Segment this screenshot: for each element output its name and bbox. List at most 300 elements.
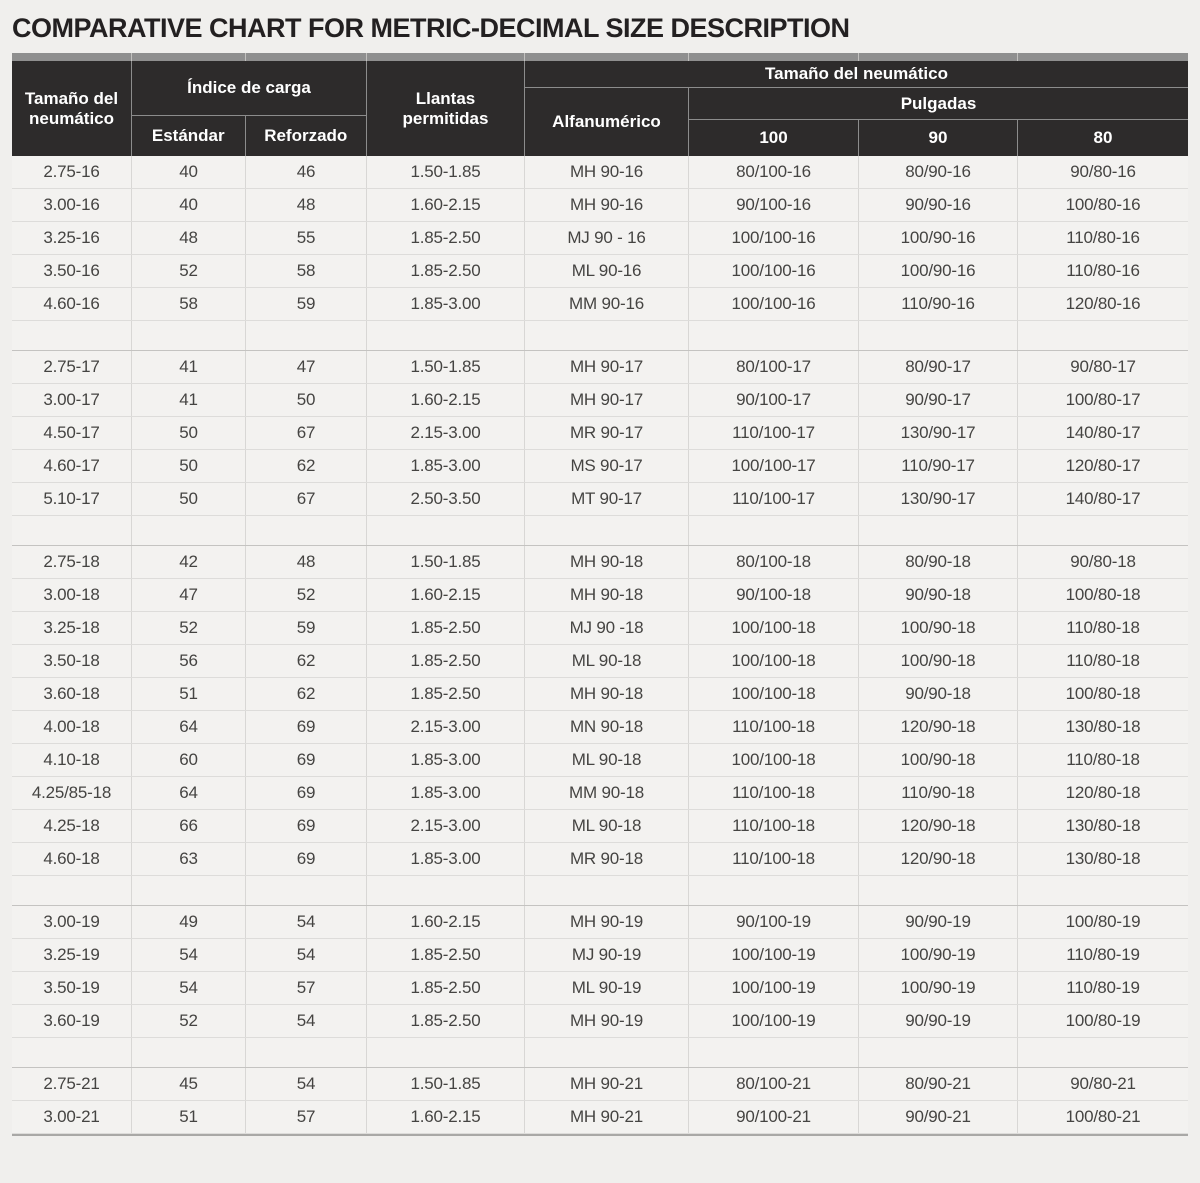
empty-cell (246, 516, 367, 545)
table-cell: 90/90-19 (859, 906, 1018, 938)
table-row (12, 939, 1188, 972)
table-cell: 120/80-18 (1065, 783, 1141, 803)
table-cell: 100/100-19 (689, 972, 859, 1004)
empty-cell (525, 321, 689, 350)
table-cell: 1.85-3.00 (367, 450, 525, 482)
empty-cell (689, 876, 859, 905)
table-cell: 58 (246, 255, 367, 287)
table-cell: MR 90-17 (525, 417, 689, 449)
table-cell: 48 (246, 546, 367, 578)
table-header (12, 61, 1188, 156)
table-cell: 80/90-18 (859, 546, 1018, 578)
header-load-index-subrow (132, 116, 366, 156)
table-cell: 100/80-16 (1065, 195, 1141, 215)
table-cell: 2.75-18 (12, 546, 132, 578)
table-cell: MH 90-21 (525, 1101, 689, 1133)
table-cell: 69 (246, 777, 367, 809)
header-inches: Pulgadas (689, 88, 1188, 120)
table-cell: 80/100-18 (689, 546, 859, 578)
table-cell: MH 90-18 (525, 678, 689, 710)
empty-cell (246, 321, 367, 350)
empty-cell (132, 516, 246, 545)
table-cell: 110/80-16 (1066, 261, 1140, 281)
table-cell: 80/100-17 (689, 351, 859, 383)
page-title: COMPARATIVE CHART FOR METRIC-DECIMAL SIZE DESCRIPTION (12, 13, 850, 43)
table-cell: MT 90-17 (525, 483, 689, 515)
table-cell: 4.60-16 (12, 288, 132, 320)
table-row (12, 678, 1188, 711)
empty-cell (367, 321, 525, 350)
table-cell: 40 (132, 189, 246, 221)
table-cell: 130/80-18 (1065, 816, 1141, 836)
table-cell: 67 (246, 417, 367, 449)
table-cell: 140/80-17 (1065, 423, 1141, 443)
table-accent-strip (12, 53, 1188, 61)
table-cell: 3.60-18 (12, 678, 132, 710)
table-cell: 1.85-3.00 (367, 288, 525, 320)
table-cell: 1.85-3.00 (367, 843, 525, 875)
table-cell: MN 90-18 (525, 711, 689, 743)
comparative-table (12, 53, 1188, 1136)
table-cell: 1.85-2.50 (367, 612, 525, 644)
table-cell: 3.50-19 (12, 972, 132, 1004)
table-cell: 130/80-18 (1065, 717, 1141, 737)
table-cell: 42 (132, 546, 246, 578)
empty-cell (525, 516, 689, 545)
table-cell: 46 (246, 156, 367, 188)
table-cell: 2.15-3.00 (367, 711, 525, 743)
table-cell: 1.60-2.15 (367, 579, 525, 611)
table-cell: 50 (246, 384, 367, 416)
table-cell: 1.85-3.00 (367, 777, 525, 809)
table-cell: 100/80-21 (1065, 1107, 1141, 1127)
table-cell: 1.85-2.50 (367, 255, 525, 287)
table-cell: 100/90-19 (859, 972, 1018, 1004)
table-cell: 3.60-19 (12, 1005, 132, 1037)
table-cell: 2.75-21 (12, 1068, 132, 1100)
table-cell: 60 (132, 744, 246, 776)
header-inch-100: 100 (689, 120, 859, 156)
table-cell: 4.60-18 (12, 843, 132, 875)
table-cell: 100/80-19 (1065, 1011, 1141, 1031)
table-row (12, 906, 1188, 939)
table-cell: ML 90-18 (525, 810, 689, 842)
table-cell: 48 (132, 222, 246, 254)
table-cell: 2.15-3.00 (367, 810, 525, 842)
table-cell: 90/80-16 (1070, 162, 1136, 182)
table-cell: 1.60-2.15 (367, 906, 525, 938)
header-inch-90: 90 (859, 120, 1018, 156)
table-cell: 1.50-1.85 (367, 351, 525, 383)
table-cell: 90/100-18 (689, 579, 859, 611)
table-cell: 90/90-17 (859, 384, 1018, 416)
table-row (12, 843, 1188, 876)
table-cell: 130/90-17 (859, 417, 1018, 449)
empty-cell (1018, 516, 1188, 545)
table-cell: 3.50-16 (12, 255, 132, 287)
strip-segment (246, 53, 367, 61)
empty-cell (689, 1038, 859, 1067)
table-cell: 80/90-21 (859, 1068, 1018, 1100)
empty-cell (689, 321, 859, 350)
section-spacer-row (12, 876, 1188, 906)
table-cell: 80/100-16 (689, 156, 859, 188)
table-cell: MS 90-17 (525, 450, 689, 482)
table-cell: MM 90-18 (525, 777, 689, 809)
table-cell: 41 (132, 351, 246, 383)
table-cell: 1.85-2.50 (367, 222, 525, 254)
empty-cell (12, 321, 132, 350)
empty-cell (859, 1038, 1018, 1067)
table-cell: 100/80-18 (1065, 585, 1141, 605)
table-cell: 90/90-18 (859, 678, 1018, 710)
table-cell: 2.15-3.00 (367, 417, 525, 449)
table-cell: 90/80-21 (1070, 1074, 1136, 1094)
empty-cell (132, 876, 246, 905)
table-cell: 63 (132, 843, 246, 875)
table-cell: 100/90-16 (859, 222, 1018, 254)
header-tire-size-group (525, 61, 1188, 156)
table-cell: 47 (246, 351, 367, 383)
table-row (12, 645, 1188, 678)
table-cell: 140/80-17 (1065, 489, 1141, 509)
empty-cell (1018, 1038, 1188, 1067)
table-cell: 100/90-18 (859, 645, 1018, 677)
empty-cell (859, 876, 1018, 905)
table-cell: 110/80-18 (1066, 618, 1140, 638)
table-cell: 1.60-2.15 (367, 384, 525, 416)
table-cell: 54 (246, 1068, 367, 1100)
table-cell: 64 (132, 711, 246, 743)
table-cell: MH 90-19 (525, 1005, 689, 1037)
table-cell: 110/80-19 (1066, 978, 1140, 998)
table-cell: 5.10-17 (12, 483, 132, 515)
table-cell: 1.50-1.85 (367, 546, 525, 578)
empty-cell (1018, 321, 1188, 350)
table-cell: 2.75-16 (12, 156, 132, 188)
strip-segment (12, 53, 132, 61)
table-cell: 80/90-16 (859, 156, 1018, 188)
table-cell: 40 (132, 156, 246, 188)
table-cell: 100/90-18 (859, 612, 1018, 644)
table-cell: 3.25-16 (12, 222, 132, 254)
table-cell: 4.00-18 (12, 711, 132, 743)
table-cell: 64 (132, 777, 246, 809)
empty-cell (12, 876, 132, 905)
table-cell: 50 (132, 483, 246, 515)
section-spacer-row (12, 516, 1188, 546)
section-spacer-row (12, 1038, 1188, 1068)
table-cell: 120/90-18 (859, 711, 1018, 743)
table-row (12, 744, 1188, 777)
table-cell: 110/80-18 (1066, 750, 1140, 770)
table-row (12, 222, 1188, 255)
table-cell: 47 (132, 579, 246, 611)
table-cell: 3.25-18 (12, 612, 132, 644)
table-cell: 4.10-18 (12, 744, 132, 776)
table-cell: 130/80-18 (1065, 849, 1141, 869)
table-cell: 110/100-18 (689, 777, 859, 809)
strip-segment (859, 53, 1018, 61)
header-tire-size-subrow (525, 88, 1188, 156)
empty-cell (246, 876, 367, 905)
table-cell: 80/90-17 (859, 351, 1018, 383)
table-cell: 66 (132, 810, 246, 842)
table-cell: 4.50-17 (12, 417, 132, 449)
table-cell: 1.85-2.50 (367, 939, 525, 971)
table-cell: 69 (246, 843, 367, 875)
header-load-index-group (132, 61, 367, 156)
table-row (12, 156, 1188, 189)
table-cell: 110/100-18 (689, 711, 859, 743)
table-row (12, 255, 1188, 288)
empty-cell (132, 321, 246, 350)
empty-cell (525, 876, 689, 905)
strip-segment (525, 53, 689, 61)
empty-cell (525, 1038, 689, 1067)
table-cell: 100/90-19 (859, 939, 1018, 971)
empty-cell (367, 516, 525, 545)
table-cell: 100/100-16 (689, 222, 859, 254)
table-cell: 90/80-17 (1070, 357, 1136, 377)
table-cell: 52 (132, 612, 246, 644)
header-rims-allowed: Llantas permitidas (367, 61, 525, 156)
header-standard: Estándar (132, 116, 246, 156)
table-cell: 69 (246, 810, 367, 842)
empty-cell (1018, 876, 1188, 905)
table-cell: 3.00-17 (12, 384, 132, 416)
header-inches-subrow (689, 120, 1188, 156)
table-cell: 48 (246, 189, 367, 221)
header-reinforced: Reforzado (264, 126, 348, 146)
empty-cell (246, 1038, 367, 1067)
empty-cell (689, 516, 859, 545)
table-cell: 110/100-17 (689, 417, 859, 449)
table-cell: 51 (132, 1101, 246, 1133)
table-cell: 69 (246, 744, 367, 776)
table-cell: 1.50-1.85 (367, 1068, 525, 1100)
table-cell: 54 (132, 972, 246, 1004)
table-cell: 1.85-2.50 (367, 645, 525, 677)
table-cell: 110/100-18 (689, 843, 859, 875)
strip-segment (132, 53, 246, 61)
table-cell: MH 90-17 (525, 384, 689, 416)
table-cell: 120/90-18 (859, 843, 1018, 875)
strip-segment (367, 53, 525, 61)
table-row (12, 810, 1188, 843)
table-cell: 69 (246, 711, 367, 743)
table-cell: 110/90-17 (859, 450, 1018, 482)
table-cell: 62 (246, 450, 367, 482)
table-cell: 3.25-19 (12, 939, 132, 971)
table-row (12, 1005, 1188, 1038)
table-cell: 90/80-18 (1070, 552, 1136, 572)
table-cell: 100/100-18 (689, 678, 859, 710)
table-row (12, 612, 1188, 645)
table-cell: 90/90-21 (859, 1101, 1018, 1133)
table-cell: ML 90-16 (525, 255, 689, 287)
table-cell: 62 (246, 645, 367, 677)
table-cell: 3.00-19 (12, 906, 132, 938)
table-cell: 1.85-2.50 (367, 1005, 525, 1037)
empty-cell (859, 516, 1018, 545)
table-cell: 90/100-21 (689, 1101, 859, 1133)
table-cell: MH 90-18 (525, 579, 689, 611)
table-cell: ML 90-18 (525, 645, 689, 677)
table-cell: 57 (246, 972, 367, 1004)
table-cell: 100/90-16 (859, 255, 1018, 287)
table-cell: 100/100-19 (689, 1005, 859, 1037)
table-cell: 90/90-16 (859, 189, 1018, 221)
table-cell: 80/100-21 (689, 1068, 859, 1100)
table-cell: 100/100-18 (689, 645, 859, 677)
table-row (12, 189, 1188, 222)
header-inches-group (689, 88, 1188, 156)
table-cell: 130/90-17 (859, 483, 1018, 515)
table-row (12, 711, 1188, 744)
empty-cell (12, 1038, 132, 1067)
table-cell: 100/100-19 (689, 939, 859, 971)
table-row (12, 384, 1188, 417)
table-cell: 2.75-17 (12, 351, 132, 383)
table-cell: 90/100-16 (689, 189, 859, 221)
table-cell: 54 (132, 939, 246, 971)
table-cell: 4.25-18 (12, 810, 132, 842)
strip-segment (1018, 53, 1188, 61)
table-cell: 54 (246, 1005, 367, 1037)
table-cell: 100/90-18 (859, 744, 1018, 776)
table-cell: MR 90-18 (525, 843, 689, 875)
table-cell: 1.85-2.50 (367, 972, 525, 1004)
table-cell: 62 (246, 678, 367, 710)
table-cell: MH 90-16 (525, 156, 689, 188)
table-cell: 50 (132, 417, 246, 449)
table-cell: 3.50-18 (12, 645, 132, 677)
table-cell: 120/80-17 (1065, 456, 1141, 476)
table-body (12, 156, 1188, 1136)
table-cell: 1.85-2.50 (367, 678, 525, 710)
table-cell: 52 (132, 1005, 246, 1037)
table-cell: 51 (132, 678, 246, 710)
table-cell: 41 (132, 384, 246, 416)
table-cell: 1.60-2.15 (367, 189, 525, 221)
header-load-index: Índice de carga (132, 61, 366, 116)
table-cell: 1.60-2.15 (367, 1101, 525, 1133)
table-cell: 110/80-18 (1066, 651, 1140, 671)
table-cell: 58 (132, 288, 246, 320)
header-tire-size-label: Tamaño del neumático (525, 61, 1188, 88)
table-row (12, 288, 1188, 321)
table-cell: MH 90-19 (525, 906, 689, 938)
table-cell: MM 90-16 (525, 288, 689, 320)
table-cell: 90/90-18 (859, 579, 1018, 611)
table-cell: 100/100-16 (689, 288, 859, 320)
table-cell: 4.60-17 (12, 450, 132, 482)
table-row (12, 450, 1188, 483)
table-cell: 90/100-19 (689, 906, 859, 938)
table-cell: 120/80-16 (1065, 294, 1141, 314)
table-cell: 110/100-17 (689, 483, 859, 515)
table-cell: 52 (246, 579, 367, 611)
table-cell: ML 90-19 (525, 972, 689, 1004)
table-cell: 100/80-19 (1065, 912, 1141, 932)
table-cell: 2.50-3.50 (367, 483, 525, 515)
table-cell: 45 (132, 1068, 246, 1100)
table-cell: 59 (246, 612, 367, 644)
table-cell: 54 (246, 906, 367, 938)
table-cell: 50 (132, 450, 246, 482)
strip-segment (689, 53, 859, 61)
table-cell: MJ 90 -18 (525, 612, 689, 644)
table-cell: 67 (246, 483, 367, 515)
table-cell: MJ 90-19 (525, 939, 689, 971)
table-cell: 100/80-18 (1065, 684, 1141, 704)
table-cell: 120/90-18 (859, 810, 1018, 842)
table-cell: 100/100-18 (689, 612, 859, 644)
table-row (12, 351, 1188, 384)
table-cell: 56 (132, 645, 246, 677)
table-cell: MH 90-16 (525, 189, 689, 221)
table-cell: 110/100-18 (689, 810, 859, 842)
table-row (12, 483, 1188, 516)
table-row (12, 1101, 1188, 1134)
table-cell: 110/90-18 (859, 777, 1018, 809)
table-cell: MJ 90 - 16 (525, 222, 689, 254)
empty-cell (367, 1038, 525, 1067)
table-row (12, 1068, 1188, 1101)
table-cell: 55 (246, 222, 367, 254)
empty-cell (12, 516, 132, 545)
table-cell: ML 90-18 (525, 744, 689, 776)
table-row (12, 972, 1188, 1005)
table-cell: 90/100-17 (689, 384, 859, 416)
table-cell: 100/100-17 (689, 450, 859, 482)
table-cell: 54 (246, 939, 367, 971)
table-cell: 110/90-16 (859, 288, 1018, 320)
empty-cell (367, 876, 525, 905)
table-cell: MH 90-18 (525, 546, 689, 578)
table-cell: 100/100-16 (689, 255, 859, 287)
table-cell: 100/100-18 (689, 744, 859, 776)
table-cell: 110/80-19 (1066, 945, 1140, 965)
table-cell: 4.25/85-18 (12, 777, 132, 809)
table-cell: 52 (132, 255, 246, 287)
table-cell: 100/80-17 (1065, 390, 1141, 410)
table-cell: 3.00-21 (12, 1101, 132, 1133)
empty-cell (859, 321, 1018, 350)
header-alphanumeric: Alfanumérico (525, 88, 689, 156)
table-row (12, 546, 1188, 579)
table-cell: 90/90-19 (859, 1005, 1018, 1037)
header-inch-80: 80 (1093, 128, 1113, 148)
header-tire-size-metric: Tamaño del neumático (12, 61, 132, 156)
table-row (12, 417, 1188, 450)
table-cell: 3.00-18 (12, 579, 132, 611)
table-cell: 1.50-1.85 (367, 156, 525, 188)
section-spacer-row (12, 321, 1188, 351)
table-cell: MH 90-21 (525, 1068, 689, 1100)
table-row (12, 777, 1188, 810)
table-cell: 3.00-16 (12, 189, 132, 221)
table-cell: 59 (246, 288, 367, 320)
table-cell: 57 (246, 1101, 367, 1133)
table-cell: 1.85-3.00 (367, 744, 525, 776)
table-cell: MH 90-17 (525, 351, 689, 383)
table-row (12, 579, 1188, 612)
empty-cell (132, 1038, 246, 1067)
table-cell: 110/80-16 (1066, 228, 1140, 248)
table-cell: 49 (132, 906, 246, 938)
